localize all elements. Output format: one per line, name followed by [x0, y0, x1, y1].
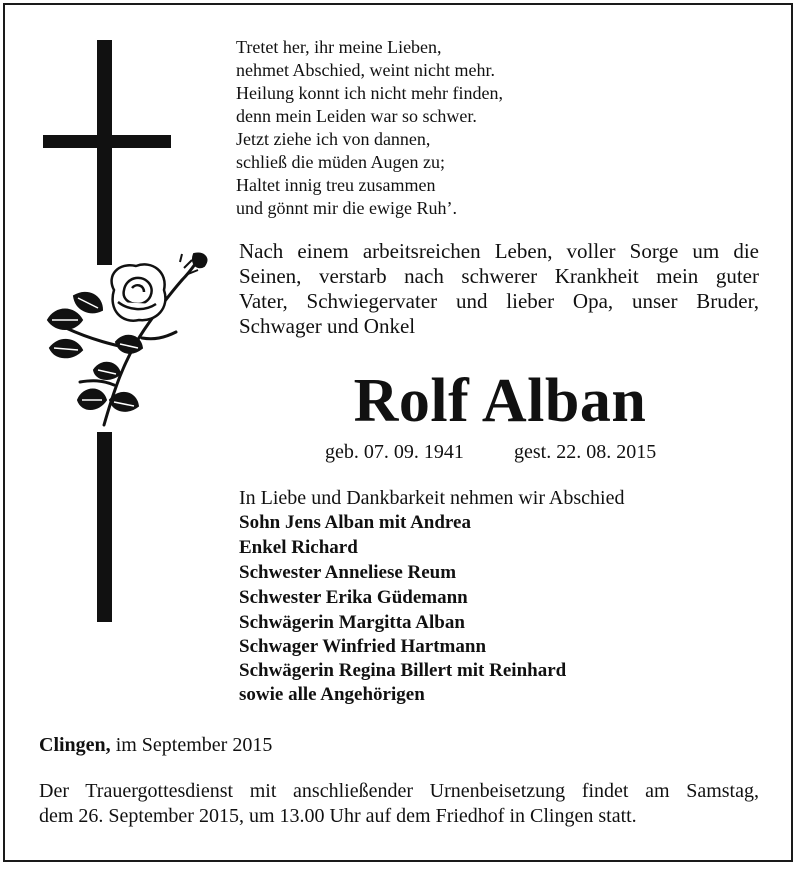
death-date: gest. 22. 08. 2015	[514, 441, 657, 463]
family-member: Enkel Richard	[239, 537, 358, 558]
service-line: Der Trauergottesdienst mit anschließender Urnenbeisetzung findet am Samstag,	[39, 780, 759, 802]
rose-icon	[44, 250, 214, 430]
deceased-name: Rolf Alban	[353, 367, 647, 435]
family-member: Schwägerin Margitta Alban	[239, 612, 465, 633]
family-member: Sohn Jens Alban mit Andrea	[239, 512, 471, 533]
intro-line: Vater, Schwiegervater und lieber Opa, unser Bruder,	[239, 289, 759, 313]
family-member: Schwester Anneliese Reum	[239, 562, 457, 583]
poem-line: Tretet her, ihr meine Lieben,	[236, 37, 442, 57]
intro-line: Nach einem arbeitsreichen Leben, voller Sorge um die	[239, 239, 759, 263]
birth-date: geb. 07. 09. 1941	[325, 441, 464, 463]
poem-line: Haltet innig treu zusammen	[236, 175, 436, 195]
service-line: dem 26. September 2015, um 13.00 Uhr auf dem Friedhof in Clingen statt.	[39, 805, 637, 827]
poem-line: nehmet Abschied, weint nicht mehr.	[236, 60, 495, 80]
intro-line: Schwager und Onkel	[239, 314, 416, 338]
poem-line: Heilung konnt ich nicht mehr finden,	[236, 83, 503, 103]
family-member: sowie alle Angehörigen	[239, 684, 425, 705]
place-name: Clingen,	[39, 734, 111, 756]
family-member: Schwägerin Regina Billert mit Reinhard	[239, 660, 567, 681]
poem-line: Jetzt ziehe ich von dannen,	[236, 129, 431, 149]
place-date	[39, 733, 272, 757]
poem-line: denn mein Leiden war so schwer.	[236, 106, 477, 126]
poem-line: und gönnt mir die ewige Ruh’.	[236, 198, 457, 218]
family-member: Schwager Winfried Hartmann	[239, 636, 487, 657]
place-date-text: im September 2015	[110, 734, 273, 756]
family-member: Schwester Erika Güdemann	[239, 587, 468, 608]
intro-line: Seinen, verstarb nach schwerer Krankheit mein guter	[239, 264, 759, 288]
poem-line: schließ die müden Augen zu;	[236, 152, 445, 172]
farewell-line: In Liebe und Dankbarkeit nehmen wir Abschied	[239, 487, 625, 509]
